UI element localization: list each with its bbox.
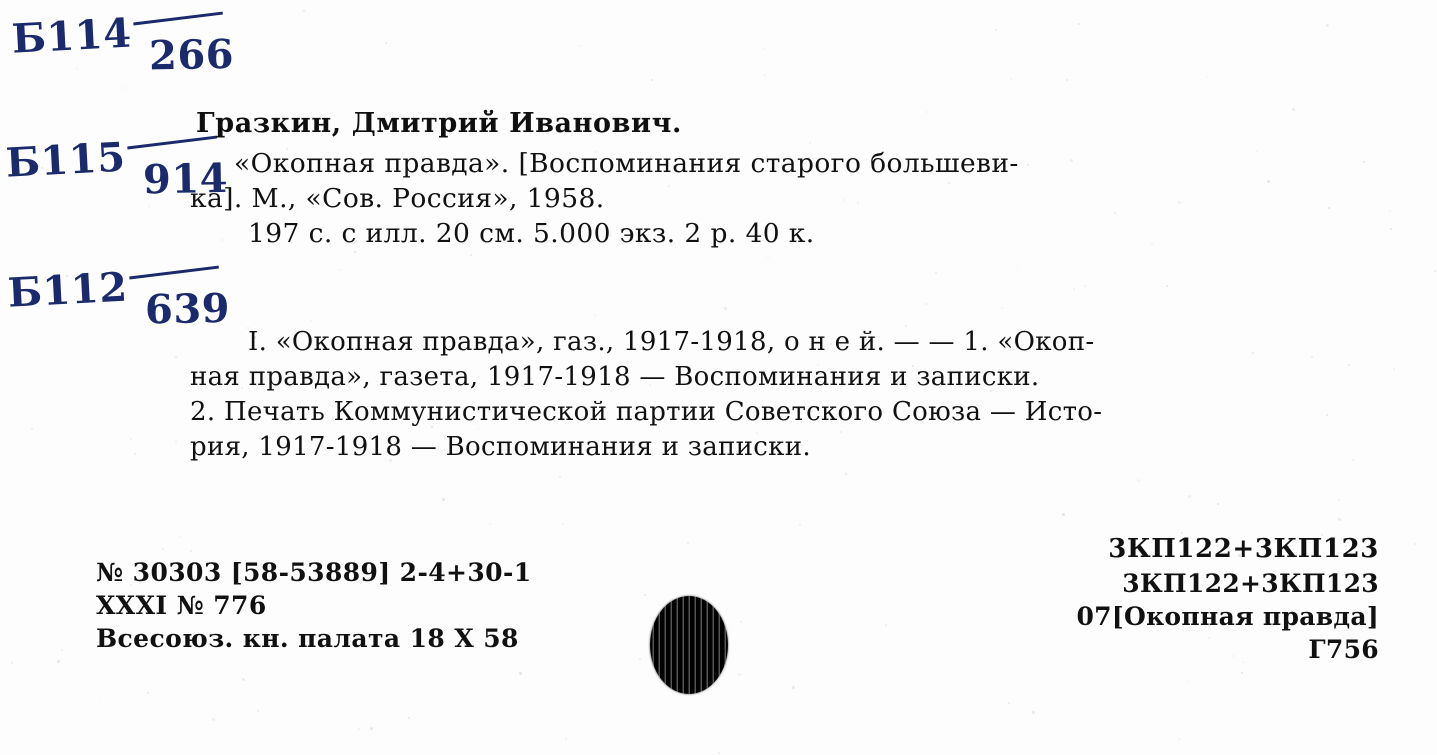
call-number-prefix: Б114 <box>10 9 133 63</box>
call-number-denominator: 639 <box>144 284 231 333</box>
fraction-bar-icon <box>129 265 219 279</box>
handwritten-call-number-3 <box>6 262 231 333</box>
author-heading: Гразкин, Дмитрий Иванович. <box>196 108 682 139</box>
tracing-line-3: 2. Печать Коммунистической партии Советского Союза — Исто- <box>190 397 1103 428</box>
tracings-block <box>190 325 1400 465</box>
tracing-line-4: рия, 1917-1918 — Воспоминания и записки. <box>190 432 811 463</box>
imprint-line-2: XXXI № 776 <box>96 591 267 620</box>
tracing-line-2: ная правда», газета, 1917-1918 — Воспоминания и записки. <box>190 362 1040 393</box>
call-number-prefix: Б115 <box>4 133 127 187</box>
classification-line-4: Г756 <box>1308 635 1379 665</box>
imprint-line-3: Всесоюз. кн. палата 18 X 58 <box>96 624 519 653</box>
ink-blot-icon <box>650 596 728 694</box>
handwritten-call-number-1 <box>10 8 235 79</box>
call-number-fraction <box>129 272 231 333</box>
classification-line-1: 3КП122+3КП123 <box>1108 534 1379 564</box>
classification-line-2: 3КП122+3КП123 <box>1122 568 1379 598</box>
imprint-line-1: № 30303 [58-53889] 2-4+30-1 <box>96 558 532 587</box>
call-number-denominator: 914 <box>142 154 229 203</box>
fraction-bar-icon <box>133 11 223 25</box>
imprint-block <box>96 556 532 655</box>
bibliographic-block <box>190 108 1390 252</box>
tracing-line-1: I. «Окопная правда», газ., 1917-1918, о н е й. — — 1. «Окоп- <box>248 327 1095 357</box>
call-number-denominator: 266 <box>148 30 235 79</box>
call-number-fraction <box>133 18 235 79</box>
title-line-1: «Окопная правда». [Воспоминания старого большеви- <box>234 148 1019 179</box>
collation-line: 197 с. с илл. 20 см. 5.000 экз. 2 р. 40 к. <box>248 218 815 250</box>
title-line-2: ка]. М., «Сов. Россия», 1958. <box>190 183 605 215</box>
classification-line-3: 07[Окопная правда] <box>1076 601 1379 631</box>
classification-block <box>1076 532 1379 666</box>
call-number-prefix: Б112 <box>6 263 129 317</box>
